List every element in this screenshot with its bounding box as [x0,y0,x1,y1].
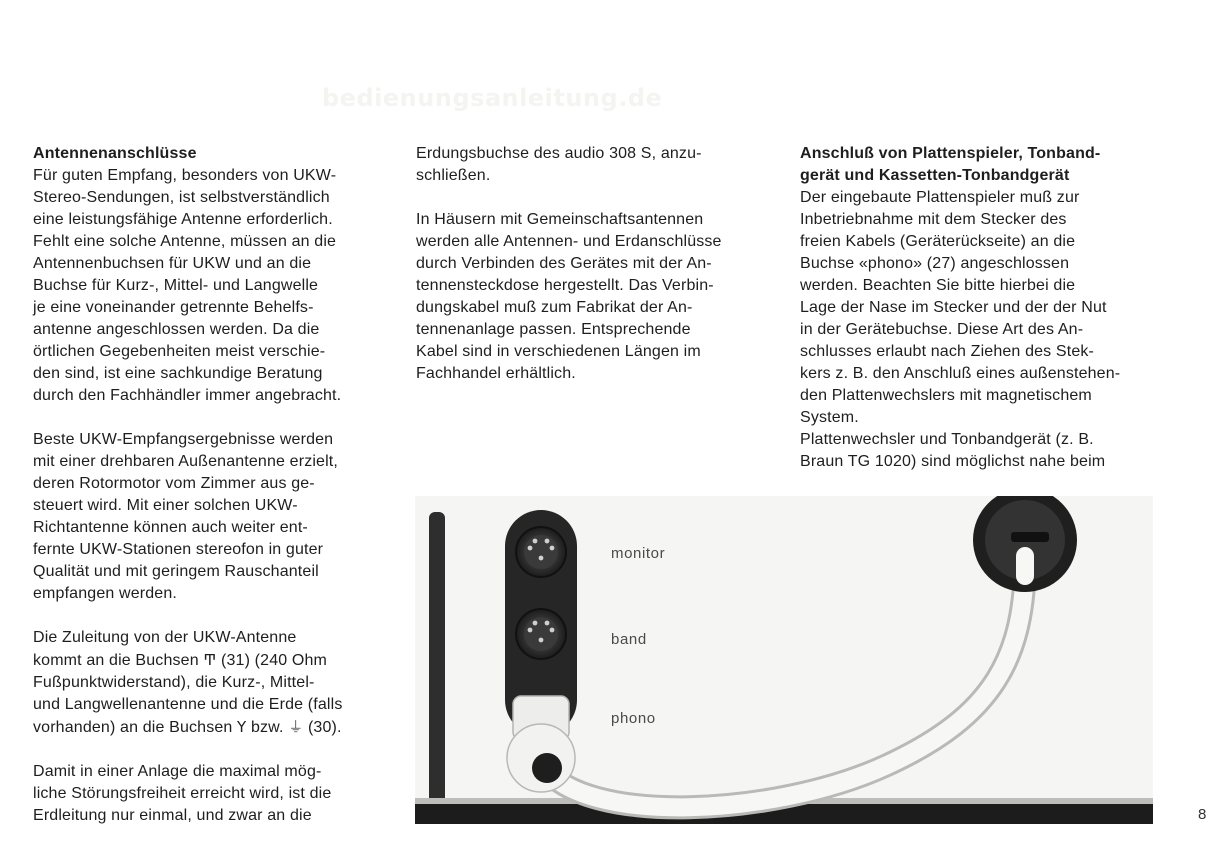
text-line: je eine voneinander getrennte Behelfs- [33,299,314,316]
text-line: Qualität und mit geringem Rauschanteil [33,563,319,580]
text-line: Fachhandel erhältlich. [416,365,576,382]
text-fragment: (31) (240 Ohm [216,652,328,669]
earth-symbol-icon: ⏚ [288,718,304,736]
am-antenna-symbol-icon: Y [237,718,247,736]
text-line: Braun TG 1020) sind möglichst nahe beim [800,453,1106,470]
text-column-2 [416,143,796,385]
text-line: Antennenbuchsen für UKW und an die [33,255,312,272]
paragraph-2 [416,209,796,385]
text-line: den sind, ist eine sachkundige Beratung [33,365,323,382]
text-line: Richtantenne können auch weiter ent- [33,519,308,536]
text-line: Die Zuleitung von der UKW-Antenne [33,629,297,646]
page-number: 8 [1198,806,1207,823]
paragraph-4 [33,761,413,827]
device-edge [429,512,445,804]
text-line: liche Störungsfreiheit erreicht wird, ist die [33,785,332,802]
text-line [33,649,413,672]
text-line: deren Rotormotor vom Zimmer aus ge- [33,475,315,492]
text-fragment: kommt an die Buchsen [33,652,204,669]
text-line: schlusses erlaubt nach Ziehen des Stek- [800,343,1095,360]
text-line: in der Gerätebuchse. Diese Art des An- [800,321,1084,338]
text-line: In Häusern mit Gemeinschaftsantennen [416,211,704,228]
text-line: und Langwellenantenne und die Erde (falls [33,696,343,713]
text-line: werden. Beachten Sie bitte hierbei die [800,277,1076,294]
ukw-antenna-symbol-icon: Ͳ [203,651,217,669]
paragraph-3 [33,627,413,739]
band-socket [516,609,566,659]
text-line: werden alle Antennen- und Erdanschlüsse [416,233,722,250]
text-line: fernte UKW-Stationen stereofon in guter [33,541,324,558]
phono-label: phono [611,710,656,727]
text-line: Der eingebaute Plattenspieler muß zur [800,189,1080,206]
phono-plug [507,696,575,792]
section-heading-antennas: Antennenanschlüsse [33,145,197,162]
text-fragment: (30). [303,719,342,736]
text-line: Fehlt eine solche Antenne, müssen an die [33,233,337,250]
text-line: durch den Fachhändler immer angebracht. [33,387,342,404]
paragraph-1 [800,187,1200,429]
text-line: örtlichen Gegebenheiten meist verschie- [33,343,326,360]
text-line: eine leistungsfähige Antenne erforderlich. [33,211,333,228]
phono-cable [543,556,1025,807]
monitor-label: monitor [611,545,666,562]
text-column-3 [800,143,1200,473]
connector-panel-illustration [415,496,1153,824]
text-line: Erdleitung nur einmal, und zwar an die [33,807,312,824]
text-line: kers z. B. den Anschluß eines außenstehen- [800,365,1121,382]
text-line: Erdungsbuchse des audio 308 S, anzu- [416,145,702,162]
section-heading-line: Anschluß von Plattenspieler, Tonband- [800,145,1101,162]
text-line: dungskabel muß zum Fabrikat der An- [416,299,693,316]
text-line: Plattenwechsler und Tonbandgerät (z. B. [800,431,1094,448]
text-line: tennensteckdose hergestellt. Das Verbin- [416,277,714,294]
text-fragment: vorhanden) an die Buchsen [33,719,238,736]
text-line: Damit in einer Anlage die maximal mög- [33,763,322,780]
text-line: mit einer drehbaren Außenantenne erzielt, [33,453,339,470]
text-line: Buchse für Kurz-, Mittel- und Langwelle [33,277,319,294]
text-line: steuert wird. Mit einer solchen UKW- [33,497,298,514]
text-line: freien Kabels (Geräterückseite) an die [800,233,1076,250]
text-line: Buchse «phono» (27) angeschlossen [800,255,1070,272]
text-line: durch Verbinden des Gerätes mit der An- [416,255,712,272]
text-fragment: bzw. [246,719,289,736]
text-line: System. [800,409,859,426]
paragraph-2 [33,429,413,605]
text-line: empfangen werden. [33,585,177,602]
paragraph-1 [416,143,796,187]
text-line: Lage der Nase im Stecker und der der Nut [800,299,1107,316]
text-line: Stereo-Sendungen, ist selbstverständlich [33,189,330,206]
text-line: Kabel sind in verschiedenen Längen im [416,343,701,360]
text-line: Fußpunktwiderstand), die Kurz-, Mittel- [33,674,315,691]
text-line: tennenanlage passen. Entsprechende [416,321,691,338]
monitor-socket [516,527,566,577]
section-heading-line: gerät und Kassetten-Tonbandgerät [800,167,1070,184]
paragraph-2 [800,429,1200,473]
text-line: antenne angeschlossen werden. Da die [33,321,320,338]
text-line: Beste UKW-Empfangsergebnisse werden [33,431,334,448]
text-line: schließen. [416,167,491,184]
text-line: Für guten Empfang, besonders von UKW- [33,167,337,184]
connector-panel-photo [415,496,1153,824]
watermark: bedienungsanleitung.de [322,84,663,112]
text-column-1 [33,143,413,827]
text-line: den Plattenwechslers mit magnetischem [800,387,1092,404]
band-label: band [611,631,647,648]
paragraph-1 [33,165,413,407]
text-line [33,716,413,739]
text-line: Inbetriebnahme mit dem Stecker des [800,211,1067,228]
